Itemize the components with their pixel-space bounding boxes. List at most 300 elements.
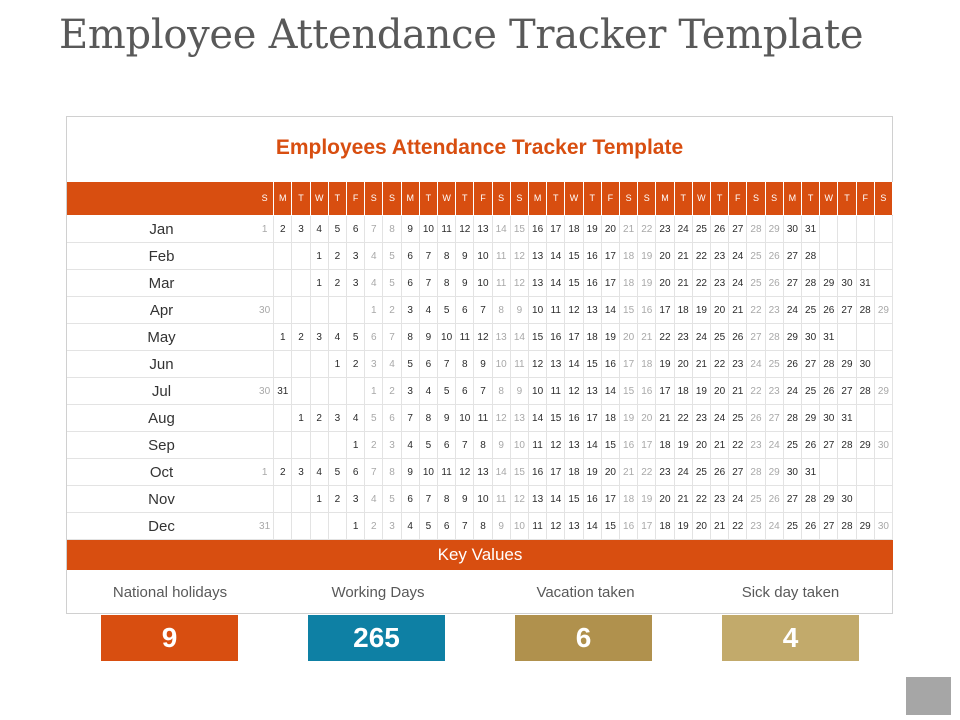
- day-cell: 4: [402, 432, 420, 459]
- day-cell: 7: [456, 432, 474, 459]
- weekday-header: M: [402, 182, 420, 215]
- day-cell: 18: [656, 513, 674, 540]
- day-cell: 30: [820, 405, 838, 432]
- day-cell: 15: [602, 513, 620, 540]
- day-cell: 27: [784, 270, 802, 297]
- day-cell: 20: [602, 216, 620, 243]
- day-cell: 15: [511, 216, 529, 243]
- day-cell: 27: [766, 405, 784, 432]
- day-cell: 14: [493, 216, 511, 243]
- day-cell: 2: [292, 324, 310, 351]
- day-cell: 16: [620, 513, 638, 540]
- day-cell: 8: [493, 297, 511, 324]
- day-cell: 4: [420, 378, 438, 405]
- day-cell: 6: [438, 432, 456, 459]
- day-cell: [292, 378, 310, 405]
- day-cell: 17: [584, 405, 602, 432]
- day-cell: 19: [693, 378, 711, 405]
- day-cell: 26: [711, 459, 729, 486]
- day-cell: 24: [729, 270, 747, 297]
- day-cell: 27: [747, 324, 765, 351]
- day-cell: [875, 270, 893, 297]
- day-cell: 6: [438, 513, 456, 540]
- day-cell: 20: [620, 324, 638, 351]
- day-cell: 6: [456, 297, 474, 324]
- day-cell: [347, 378, 365, 405]
- day-cell: 22: [747, 378, 765, 405]
- day-cell: 1: [311, 243, 329, 270]
- day-cell: 17: [620, 351, 638, 378]
- day-cell: 27: [784, 486, 802, 513]
- weekday-header: W: [693, 182, 711, 215]
- day-cell: 25: [766, 351, 784, 378]
- day-cell: 23: [747, 513, 765, 540]
- weekday-header: W: [565, 182, 583, 215]
- day-cell: 9: [456, 243, 474, 270]
- day-cell: 30: [857, 351, 875, 378]
- value-sick-day-taken: 4: [722, 615, 859, 661]
- day-cell: 16: [529, 459, 547, 486]
- day-cell: 7: [383, 324, 401, 351]
- day-cell: [274, 513, 292, 540]
- day-cell: [875, 351, 893, 378]
- day-cell: 21: [711, 513, 729, 540]
- day-cell: 27: [729, 459, 747, 486]
- day-cell: 24: [784, 378, 802, 405]
- day-cell: [311, 378, 329, 405]
- day-cell: [256, 270, 274, 297]
- day-cell: [274, 432, 292, 459]
- day-cell: 10: [474, 270, 492, 297]
- day-cell: 10: [529, 378, 547, 405]
- day-cell: 23: [729, 351, 747, 378]
- day-cell: 30: [875, 432, 893, 459]
- day-cell: 20: [656, 243, 674, 270]
- day-cell: 4: [402, 513, 420, 540]
- day-cell: 29: [802, 405, 820, 432]
- day-cell: 18: [656, 432, 674, 459]
- day-cell: 2: [365, 432, 383, 459]
- day-cell: 24: [784, 297, 802, 324]
- day-cell: [274, 486, 292, 513]
- day-cell: [820, 216, 838, 243]
- day-cell: 6: [402, 270, 420, 297]
- day-cell: 24: [711, 405, 729, 432]
- day-cell: 5: [420, 513, 438, 540]
- slide-title: Employee Attendance Tracker Template: [59, 12, 864, 58]
- month-label: Apr: [67, 297, 256, 324]
- day-cell: 11: [547, 378, 565, 405]
- month-label: Nov: [67, 486, 256, 513]
- weekday-header: S: [383, 182, 401, 215]
- day-cell: 25: [784, 432, 802, 459]
- day-cell: 11: [438, 459, 456, 486]
- day-cell: 30: [838, 270, 856, 297]
- day-cell: [274, 270, 292, 297]
- day-cell: [311, 513, 329, 540]
- day-cell: 23: [675, 324, 693, 351]
- day-cell: [838, 459, 856, 486]
- day-cell: [292, 432, 310, 459]
- day-cell: 9: [402, 459, 420, 486]
- day-cell: 15: [565, 486, 583, 513]
- month-label: Jun: [67, 351, 256, 378]
- weekday-header: T: [420, 182, 438, 215]
- day-cell: 5: [438, 297, 456, 324]
- day-cell: 13: [547, 351, 565, 378]
- day-cell: [857, 459, 875, 486]
- day-cell: 14: [493, 459, 511, 486]
- day-cell: 26: [766, 486, 784, 513]
- day-cell: 9: [402, 216, 420, 243]
- day-cell: 22: [729, 432, 747, 459]
- day-cell: 18: [638, 351, 656, 378]
- month-label: Jan: [67, 216, 256, 243]
- day-cell: 19: [620, 405, 638, 432]
- day-cell: 21: [729, 297, 747, 324]
- day-cell: 17: [547, 216, 565, 243]
- day-cell: 11: [511, 351, 529, 378]
- day-cell: 19: [675, 432, 693, 459]
- day-cell: 9: [456, 270, 474, 297]
- day-cell: 14: [547, 486, 565, 513]
- day-cell: 28: [838, 513, 856, 540]
- day-cell: 18: [620, 243, 638, 270]
- day-cell: 10: [493, 351, 511, 378]
- day-cell: 4: [329, 324, 347, 351]
- day-cell: 1: [365, 297, 383, 324]
- day-cell: 10: [420, 459, 438, 486]
- day-cell: 24: [766, 432, 784, 459]
- day-cell: 19: [656, 351, 674, 378]
- day-cell: 3: [292, 216, 310, 243]
- day-cell: 2: [329, 270, 347, 297]
- day-cell: 30: [802, 324, 820, 351]
- day-cell: 30: [784, 216, 802, 243]
- key-label-vacation-taken: Vacation taken: [536, 584, 635, 601]
- day-cell: 4: [365, 243, 383, 270]
- day-cell: 5: [329, 459, 347, 486]
- day-cell: 2: [329, 243, 347, 270]
- weekday-header: S: [365, 182, 383, 215]
- day-cell: 27: [838, 378, 856, 405]
- weekday-header: T: [292, 182, 310, 215]
- day-cell: 21: [675, 270, 693, 297]
- tracker-title: Employees Attendance Tracker Template: [275, 136, 684, 159]
- day-cell: [256, 486, 274, 513]
- day-cell: 2: [365, 513, 383, 540]
- day-cell: 26: [729, 324, 747, 351]
- day-cell: 28: [802, 243, 820, 270]
- day-cell: 14: [547, 243, 565, 270]
- day-cell: 17: [547, 459, 565, 486]
- day-cell: 9: [456, 486, 474, 513]
- day-cell: 15: [565, 243, 583, 270]
- day-cell: 18: [565, 459, 583, 486]
- day-cell: 8: [383, 459, 401, 486]
- day-cell: 1: [329, 351, 347, 378]
- day-cell: 13: [529, 243, 547, 270]
- day-cell: [292, 513, 310, 540]
- day-cell: 17: [602, 243, 620, 270]
- day-cell: 10: [474, 486, 492, 513]
- day-cell: 16: [584, 486, 602, 513]
- day-cell: 29: [766, 459, 784, 486]
- day-cell: [857, 405, 875, 432]
- day-cell: 9: [474, 351, 492, 378]
- day-cell: 19: [638, 243, 656, 270]
- day-cell: 12: [474, 324, 492, 351]
- day-cell: 9: [511, 378, 529, 405]
- day-cell: 10: [474, 243, 492, 270]
- day-cell: 13: [493, 324, 511, 351]
- day-cell: 2: [383, 297, 401, 324]
- day-cell: 26: [802, 513, 820, 540]
- day-cell: [875, 324, 893, 351]
- day-cell: 10: [511, 513, 529, 540]
- day-cell: 12: [511, 270, 529, 297]
- day-cell: [329, 513, 347, 540]
- day-cell: 8: [402, 324, 420, 351]
- day-cell: 15: [584, 351, 602, 378]
- day-cell: 12: [565, 297, 583, 324]
- value-national-holidays: 9: [101, 615, 238, 661]
- day-cell: 8: [456, 351, 474, 378]
- day-cell: 25: [693, 459, 711, 486]
- day-cell: 31: [802, 216, 820, 243]
- day-cell: 6: [402, 243, 420, 270]
- key-label-national-holidays: National holidays: [112, 584, 228, 601]
- day-cell: 1: [347, 513, 365, 540]
- day-cell: 29: [875, 378, 893, 405]
- day-cell: 2: [274, 459, 292, 486]
- day-cell: 8: [474, 513, 492, 540]
- day-cell: 5: [329, 216, 347, 243]
- day-cell: [838, 324, 856, 351]
- day-cell: 30: [256, 378, 274, 405]
- day-cell: [838, 243, 856, 270]
- day-cell: 14: [565, 351, 583, 378]
- day-cell: 28: [802, 486, 820, 513]
- day-cell: 28: [857, 378, 875, 405]
- day-cell: 6: [420, 351, 438, 378]
- day-cell: 16: [584, 243, 602, 270]
- day-cell: 31: [274, 378, 292, 405]
- day-cell: 8: [438, 270, 456, 297]
- day-cell: [857, 216, 875, 243]
- value-working-days: 265: [308, 615, 445, 661]
- day-cell: 7: [420, 270, 438, 297]
- day-cell: 19: [584, 216, 602, 243]
- weekday-header: F: [857, 182, 875, 215]
- day-cell: 12: [565, 378, 583, 405]
- day-cell: 7: [365, 216, 383, 243]
- day-cell: 12: [456, 459, 474, 486]
- day-cell: 15: [602, 432, 620, 459]
- month-label: May: [67, 324, 256, 351]
- day-cell: 12: [529, 351, 547, 378]
- day-cell: 29: [875, 297, 893, 324]
- day-cell: 31: [857, 270, 875, 297]
- day-cell: 12: [547, 432, 565, 459]
- day-cell: 13: [474, 459, 492, 486]
- day-cell: 7: [474, 378, 492, 405]
- day-cell: 18: [675, 297, 693, 324]
- day-cell: 25: [747, 243, 765, 270]
- day-cell: 1: [347, 432, 365, 459]
- day-cell: 24: [729, 486, 747, 513]
- day-cell: [875, 486, 893, 513]
- day-cell: 26: [747, 405, 765, 432]
- day-cell: [820, 243, 838, 270]
- day-cell: 30: [784, 459, 802, 486]
- day-cell: 28: [747, 459, 765, 486]
- day-cell: 29: [838, 351, 856, 378]
- day-cell: 12: [456, 216, 474, 243]
- weekday-header: M: [274, 182, 292, 215]
- day-cell: 25: [729, 405, 747, 432]
- day-cell: 31: [838, 405, 856, 432]
- day-cell: 5: [402, 351, 420, 378]
- day-cell: [292, 270, 310, 297]
- day-cell: 7: [402, 405, 420, 432]
- day-cell: 28: [857, 297, 875, 324]
- day-cell: 16: [638, 378, 656, 405]
- day-cell: 24: [675, 459, 693, 486]
- day-cell: 2: [347, 351, 365, 378]
- day-cell: 25: [802, 297, 820, 324]
- day-cell: 29: [857, 513, 875, 540]
- day-cell: 21: [693, 351, 711, 378]
- day-cell: 7: [438, 351, 456, 378]
- day-cell: [256, 351, 274, 378]
- day-cell: 11: [456, 324, 474, 351]
- day-cell: 22: [729, 513, 747, 540]
- day-cell: 16: [602, 351, 620, 378]
- day-cell: 13: [565, 513, 583, 540]
- day-cell: 3: [347, 270, 365, 297]
- day-cell: 29: [766, 216, 784, 243]
- day-cell: 14: [511, 324, 529, 351]
- day-cell: 15: [547, 405, 565, 432]
- weekday-header: T: [329, 182, 347, 215]
- day-cell: 18: [620, 270, 638, 297]
- day-cell: 30: [256, 297, 274, 324]
- day-cell: 6: [402, 486, 420, 513]
- weekday-header: F: [347, 182, 365, 215]
- day-cell: 10: [456, 405, 474, 432]
- day-cell: 14: [584, 513, 602, 540]
- day-cell: 28: [747, 216, 765, 243]
- day-cell: [256, 324, 274, 351]
- weekday-header: M: [784, 182, 802, 215]
- day-cell: [347, 297, 365, 324]
- day-cell: [875, 243, 893, 270]
- day-cell: 23: [711, 243, 729, 270]
- day-cell: [311, 432, 329, 459]
- day-cell: 22: [638, 216, 656, 243]
- day-cell: [256, 405, 274, 432]
- weekday-header: S: [256, 182, 274, 215]
- day-cell: [292, 486, 310, 513]
- day-cell: 27: [820, 432, 838, 459]
- day-cell: 22: [693, 243, 711, 270]
- day-cell: 15: [529, 324, 547, 351]
- day-cell: 1: [292, 405, 310, 432]
- day-cell: 9: [438, 405, 456, 432]
- day-cell: 3: [402, 297, 420, 324]
- weekday-header: W: [820, 182, 838, 215]
- day-cell: 3: [292, 459, 310, 486]
- day-cell: 1: [311, 486, 329, 513]
- day-cell: 19: [602, 324, 620, 351]
- day-cell: 6: [347, 459, 365, 486]
- day-cell: 25: [784, 513, 802, 540]
- day-cell: 17: [638, 513, 656, 540]
- day-cell: 8: [420, 405, 438, 432]
- day-cell: 13: [584, 378, 602, 405]
- day-cell: 8: [493, 378, 511, 405]
- weekday-header: T: [547, 182, 565, 215]
- day-cell: 4: [347, 405, 365, 432]
- weekday-header: T: [675, 182, 693, 215]
- day-cell: 22: [747, 297, 765, 324]
- day-cell: [274, 351, 292, 378]
- day-cell: 13: [529, 270, 547, 297]
- weekday-header: F: [474, 182, 492, 215]
- day-cell: 26: [820, 378, 838, 405]
- day-cell: 15: [620, 378, 638, 405]
- day-cell: 18: [602, 405, 620, 432]
- day-cell: 20: [693, 432, 711, 459]
- day-cell: 22: [711, 351, 729, 378]
- day-cell: 11: [547, 297, 565, 324]
- day-cell: 4: [383, 351, 401, 378]
- day-cell: 19: [584, 459, 602, 486]
- day-cell: 29: [857, 432, 875, 459]
- day-cell: 2: [274, 216, 292, 243]
- day-cell: 28: [766, 324, 784, 351]
- day-cell: 31: [802, 459, 820, 486]
- day-cell: 25: [802, 378, 820, 405]
- weekday-header: T: [802, 182, 820, 215]
- weekday-header: S: [747, 182, 765, 215]
- weekday-header: S: [766, 182, 784, 215]
- day-cell: [875, 459, 893, 486]
- day-cell: 9: [493, 432, 511, 459]
- day-cell: 20: [656, 270, 674, 297]
- day-cell: 6: [456, 378, 474, 405]
- day-cell: 20: [693, 513, 711, 540]
- weekday-header: W: [438, 182, 456, 215]
- day-cell: 23: [656, 459, 674, 486]
- weekday-header: S: [875, 182, 893, 215]
- weekday-header: F: [602, 182, 620, 215]
- day-cell: 30: [838, 486, 856, 513]
- day-cell: 18: [675, 378, 693, 405]
- weekday-header: F: [729, 182, 747, 215]
- day-cell: 17: [656, 378, 674, 405]
- day-cell: 11: [474, 405, 492, 432]
- month-label: Jul: [67, 378, 256, 405]
- day-cell: [292, 243, 310, 270]
- day-cell: 10: [511, 432, 529, 459]
- day-cell: 26: [711, 216, 729, 243]
- day-cell: 11: [438, 216, 456, 243]
- day-cell: 27: [820, 513, 838, 540]
- day-cell: 14: [584, 432, 602, 459]
- day-cell: 12: [493, 405, 511, 432]
